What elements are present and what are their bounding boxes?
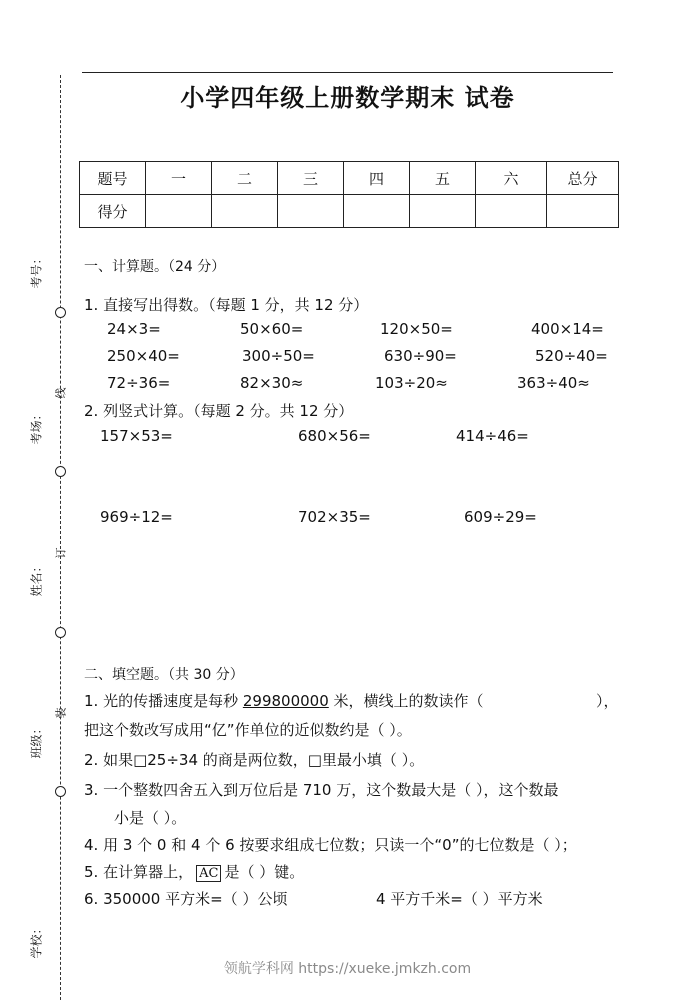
score-header-cell: 题号 bbox=[80, 162, 146, 195]
vertical-calc-item: 702×35= bbox=[298, 508, 371, 526]
calc-item: 250×40= bbox=[107, 347, 180, 365]
binding-label-name: 姓名： bbox=[29, 560, 44, 597]
fill-question-1-line2: 把这个数改写成用“亿”作单位的近似数约是（ ）。 bbox=[84, 721, 412, 739]
fill-question-3-line1: 3. 一个整数四舍五入到万位后是 710 万，这个数最大是（ ），这个数最 bbox=[84, 781, 559, 799]
binding-label-exam-number: 考号： bbox=[29, 252, 44, 289]
q1-close-paren: ）， bbox=[596, 692, 619, 710]
score-input-cell[interactable] bbox=[146, 195, 212, 228]
vertical-calc-item: 414÷46= bbox=[456, 427, 529, 445]
calc-item: 103÷20≈ bbox=[375, 374, 448, 392]
fill-question-6b: 4 平方千米=（ ）平方米 bbox=[376, 890, 543, 908]
fill-question-2: 2. 如果□25÷34 的商是两位数，□里最小填（ ）。 bbox=[84, 751, 425, 769]
binding-hole-icon bbox=[55, 466, 66, 477]
binding-mark-bind: 订 bbox=[54, 547, 68, 559]
section1-q1-title: 1. 直接写出得数。（每题 1 分，共 12 分） bbox=[84, 296, 369, 314]
section1-q2-title: 2. 列竖式计算。（每题 2 分。共 12 分） bbox=[84, 402, 354, 420]
score-header-cell: 五 bbox=[410, 162, 476, 195]
fill-question-6a: 6. 350000 平方米=（ ）公顷 bbox=[84, 890, 288, 908]
score-header-cell: 六 bbox=[476, 162, 547, 195]
q5-prefix: 5. 在计算器上， bbox=[84, 863, 194, 881]
q1-underlined-number: 299800000 bbox=[242, 692, 329, 710]
score-header-cell: 四 bbox=[344, 162, 410, 195]
score-input-cell[interactable] bbox=[212, 195, 278, 228]
section2-heading: 二、填空题。（共 30 分） bbox=[84, 667, 244, 683]
binding-label-exam-room: 考场： bbox=[29, 408, 44, 445]
score-header-cell: 一 bbox=[146, 162, 212, 195]
calc-item: 120×50= bbox=[380, 320, 453, 338]
binding-mark-line: 线 bbox=[54, 387, 68, 399]
calc-item: 630÷90= bbox=[384, 347, 457, 365]
binding-dashed-line bbox=[60, 75, 61, 1000]
vertical-calc-item: 157×53= bbox=[100, 427, 173, 445]
vertical-calc-item: 969÷12= bbox=[100, 508, 173, 526]
score-header-cell: 二 bbox=[212, 162, 278, 195]
binding-mark-pack: 装 bbox=[54, 707, 68, 719]
calc-item: 24×3= bbox=[107, 320, 161, 338]
vertical-calc-item: 680×56= bbox=[298, 427, 371, 445]
calc-item: 82×30≈ bbox=[240, 374, 304, 392]
score-input-cell[interactable] bbox=[547, 195, 619, 228]
calc-item: 72÷36= bbox=[107, 374, 171, 392]
binding-hole-icon bbox=[55, 307, 66, 318]
fill-question-4: 4. 用 3 个 0 和 4 个 6 按要求组成七位数；只读一个“0”的七位数是（ ）； bbox=[84, 836, 577, 854]
binding-label-class: 班级： bbox=[29, 722, 44, 759]
header-rule bbox=[82, 72, 613, 73]
page-title: 小学四年级上册数学期末 试卷 bbox=[180, 84, 515, 112]
score-header-cell: 三 bbox=[278, 162, 344, 195]
score-row-label: 得分 bbox=[80, 195, 146, 228]
calc-item: 400×14= bbox=[531, 320, 604, 338]
vertical-calc-item: 609÷29= bbox=[464, 508, 537, 526]
calc-item: 520÷40= bbox=[535, 347, 608, 365]
score-table bbox=[79, 161, 619, 228]
score-input-cell[interactable] bbox=[278, 195, 344, 228]
calc-item: 50×60= bbox=[240, 320, 304, 338]
calc-item: 363÷40≈ bbox=[517, 374, 590, 392]
q1-suffix: 米，横线上的数读作（ bbox=[328, 692, 484, 710]
binding-hole-icon bbox=[55, 786, 66, 797]
fill-question-3-line2: 小是（ ）。 bbox=[114, 809, 187, 827]
section1-heading: 一、计算题。（24 分） bbox=[84, 259, 226, 275]
score-input-cell[interactable] bbox=[410, 195, 476, 228]
footer-watermark: 领航学科网 https://xueke.jmkzh.com bbox=[223, 961, 472, 977]
binding-label-school: 学校： bbox=[29, 922, 44, 959]
score-table-header-row bbox=[80, 162, 619, 195]
fill-question-1-line1 bbox=[84, 690, 484, 711]
calc-item: 300÷50= bbox=[242, 347, 315, 365]
q1-prefix: 1. 光的传播速度是每秒 bbox=[84, 692, 243, 710]
score-input-cell[interactable] bbox=[344, 195, 410, 228]
score-input-cell[interactable] bbox=[476, 195, 547, 228]
score-table-score-row bbox=[80, 195, 619, 228]
score-header-cell: 总分 bbox=[547, 162, 619, 195]
binding-hole-icon bbox=[55, 627, 66, 638]
ac-key-icon: AC bbox=[196, 865, 221, 882]
fill-question-5 bbox=[84, 861, 304, 882]
q5-suffix: 是（ ）键。 bbox=[224, 863, 305, 881]
